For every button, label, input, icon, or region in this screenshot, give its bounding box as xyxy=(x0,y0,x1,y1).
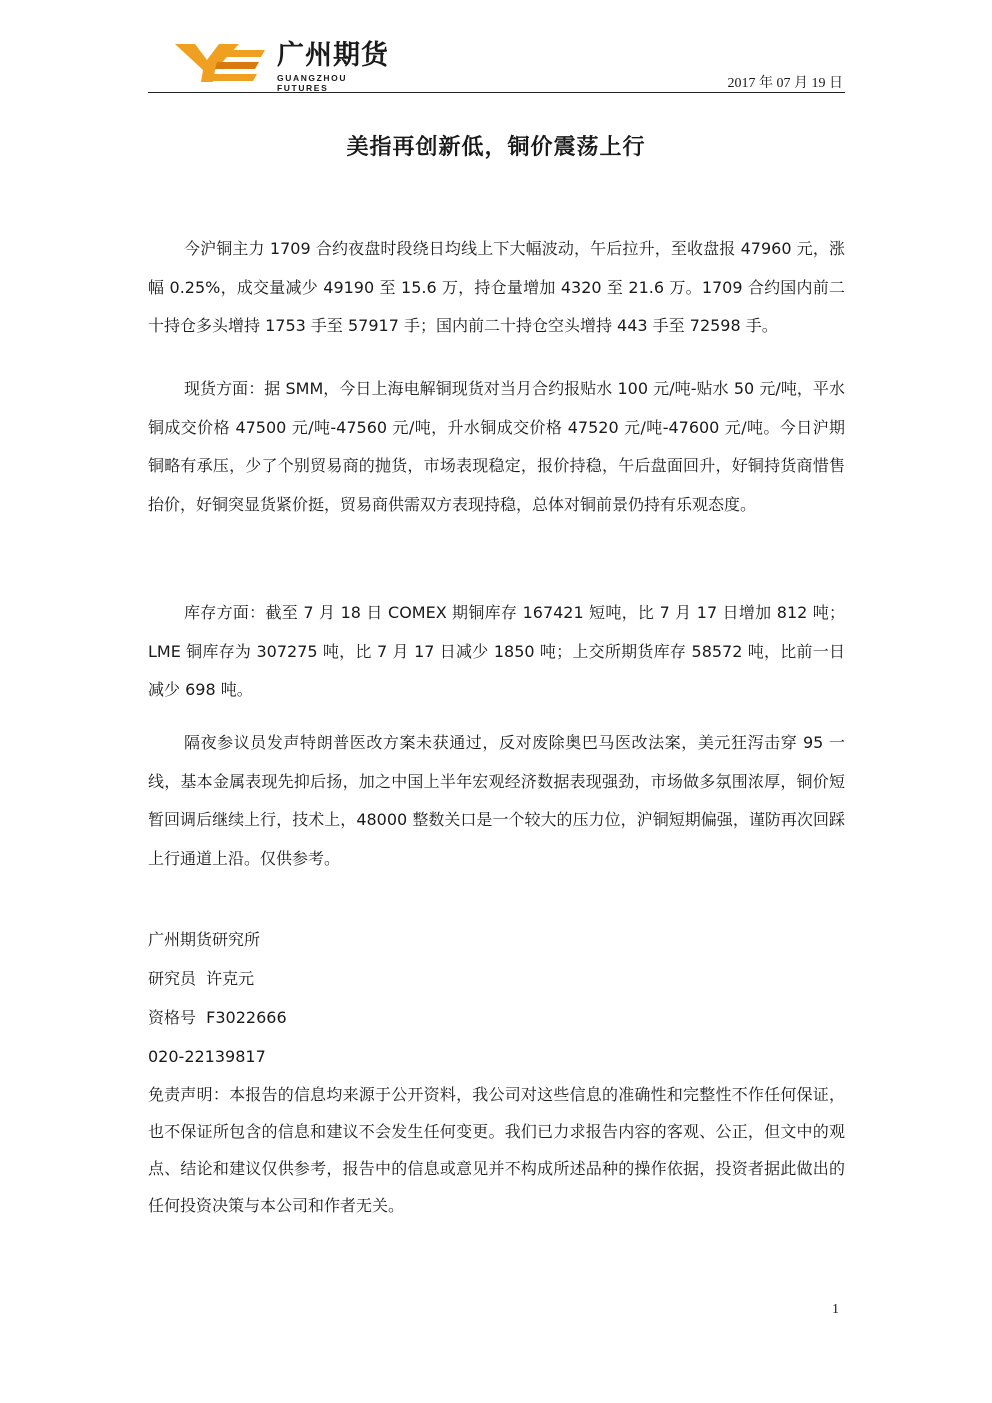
paragraph-inventory: 库存方面：截至 7 月 18 日 COMEX 期铜库存 167421 短吨，比 7 月 17 日增加 812 吨；LME 铜库存为 307275 吨，比 7 月 17 日减少 1850 吨；上交所期货库存 58572 吨，比前一日减少 698 吨。 xyxy=(148,603,845,699)
page-header xyxy=(148,36,845,92)
company-logo xyxy=(173,40,393,93)
researcher-name: 研究员 许克元 xyxy=(148,969,255,988)
logo-mark-icon xyxy=(173,40,273,84)
paragraph-spot: 现货方面：据 SMM，今日上海电解铜现货对当月合约报贴水 100 元/吨-贴水 50 元/吨，平水铜成交价格 47500 元/吨-47560 元/吨，升水铜成交价格 47520 元/吨-47600 元/吨。今日沪期铜略有承压，少了个别贸易商的抛货，市场表现稳定，报价持稳，午后盘面回升，好铜持货商惜售抬价，好铜突显货紧价挺，贸易商供需双方表现持稳，总体对铜前景仍持有乐观态度。 xyxy=(148,379,845,514)
page-number: 1 xyxy=(832,1302,839,1317)
brand-name-en: GUANGZHOU FUTURES xyxy=(277,73,348,93)
disclaimer-text: 免责声明：本报告的信息均来源于公开资料，我公司对这些信息的准确性和完整性不作任何保证，也不保证所包含的信息和建议不会发生任何变更。我们已力求报告内容的客观、公正，但文中的观点、结论和建议仅供参考，报告中的信息或意见并不构成所述品种的操作依据，投资者据此做出的任何投资决策与本公司和作者无关。 xyxy=(148,1085,845,1215)
report-date: 2017 年 07 月 19 日 xyxy=(727,76,843,91)
report-title: 美指再创新低，铜价震荡上行 xyxy=(346,135,646,160)
paragraph-market: 今沪铜主力 1709 合约夜盘时段绕日均线上下大幅波动，午后拉升，至收盘报 47960 元，涨幅 0.25%，成交量减少 49190 至 15.6 万，持仓量增加 4320 至 21.6 万。1709 合约国内前二十持仓多头增持 1753 手至 57917 手；国内前二十持仓空头增持 443 手至 72598 手。 xyxy=(148,239,845,335)
paragraph-outlook: 隔夜参议员发声特朗普医改方案未获通过，反对废除奥巴马医改法案，美元狂泻击穿 95 一线，基本金属表现先抑后扬，加之中国上半年宏观经济数据表现强劲，市场做多氛围浓厚，铜价短暂回调后继续上行，技术上，48000 整数关口是一个较大的压力位，沪铜短期偏强，谨防再次回踩上行通道上沿。仅供参考。 xyxy=(148,733,845,868)
institute-name: 广州期货研究所 xyxy=(148,930,261,949)
phone-number: 020-22139817 xyxy=(148,1047,266,1066)
header-divider xyxy=(148,92,845,93)
license-number: 资格号 F3022666 xyxy=(148,1008,287,1027)
brand-name-cn: 广州期货 xyxy=(277,40,389,71)
